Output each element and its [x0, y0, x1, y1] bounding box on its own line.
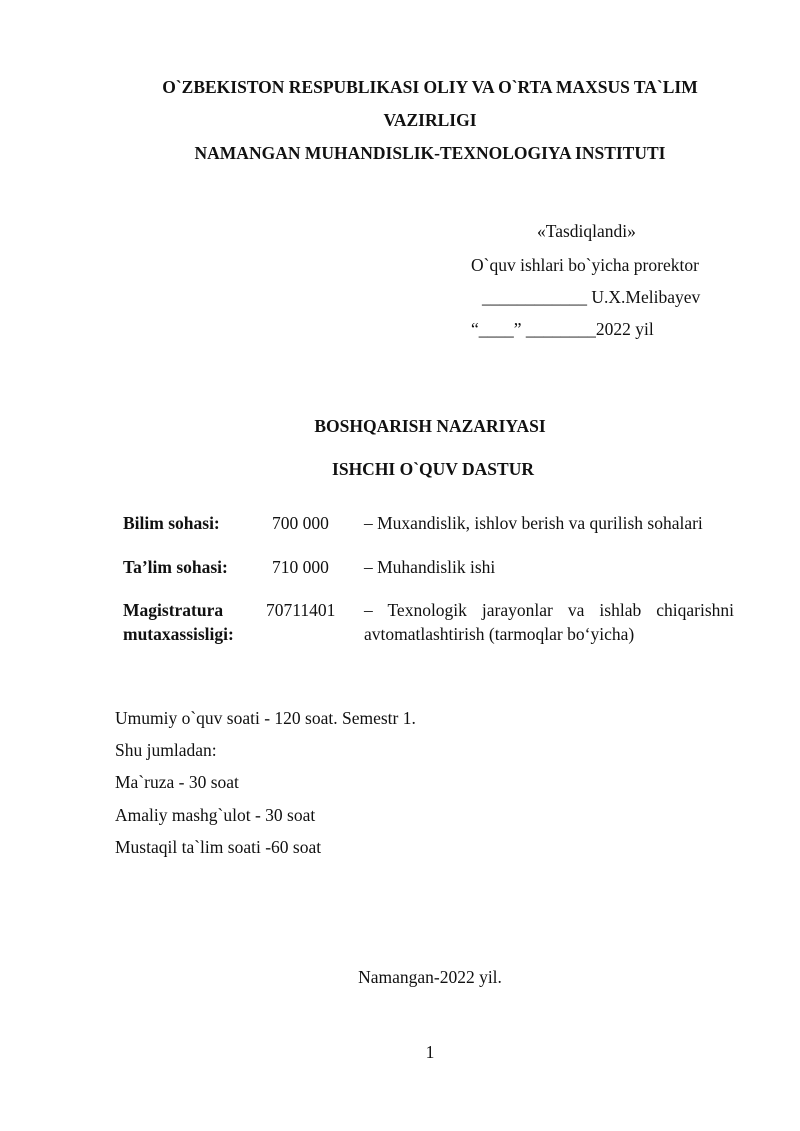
ministry-title-line1: O`ZBEKISTON RESPUBLIKASI OLIY VA O`RTA MAXSUS TA`LIM [162, 77, 698, 97]
spec-description: – Texnologik jarayonlar va ishlab chiqarishni avtomatlashtirish (tarmoqlar bo‘yicha) [364, 600, 734, 644]
spec-code: 710 000 [272, 557, 329, 577]
institute-title: NAMANGAN MUHANDISLIK-TEXNOLOGIYA INSTITUTI [194, 143, 666, 163]
document-type-title: ISHCHI O`QUV DASTUR [332, 459, 534, 479]
spec-label: Bilim sohasi: [123, 513, 220, 533]
subject-title: BOSHQARISH NAZARIYASI [314, 416, 546, 436]
approval-title: «Tasdiqlandi» [537, 221, 636, 241]
spec-label: Magistratura mutaxassisligi: [123, 600, 234, 644]
approval-signature: ____________ U.X.Melibayev [482, 287, 701, 307]
practice-hours: Amaliy mashg`ulot - 30 soat [115, 805, 316, 825]
place-year: Namangan-2022 yil. [358, 967, 502, 987]
approval-date: “____” ________2022 yil [471, 319, 654, 339]
spec-label: Ta’lim sohasi: [123, 557, 228, 577]
spec-description: – Muxandislik, ishlov berish va qurilish sohalari [364, 513, 703, 533]
total-hours: Umumiy o`quv soati - 120 soat. Semestr 1. [115, 708, 416, 728]
approval-position: O`quv ishlari bo`yicha prorektor [471, 255, 699, 275]
including-label: Shu jumladan: [115, 740, 217, 760]
spec-description: – Muhandislik ishi [364, 557, 496, 577]
spec-code: 70711401 [266, 600, 336, 620]
page-number: 1 [425, 1042, 435, 1062]
lecture-hours: Ma`ruza - 30 soat [115, 772, 239, 792]
independent-study-hours: Mustaqil ta`lim soati -60 soat [115, 837, 322, 857]
ministry-title-line2: VAZIRLIGI [383, 110, 477, 130]
spec-code: 700 000 [272, 513, 329, 533]
